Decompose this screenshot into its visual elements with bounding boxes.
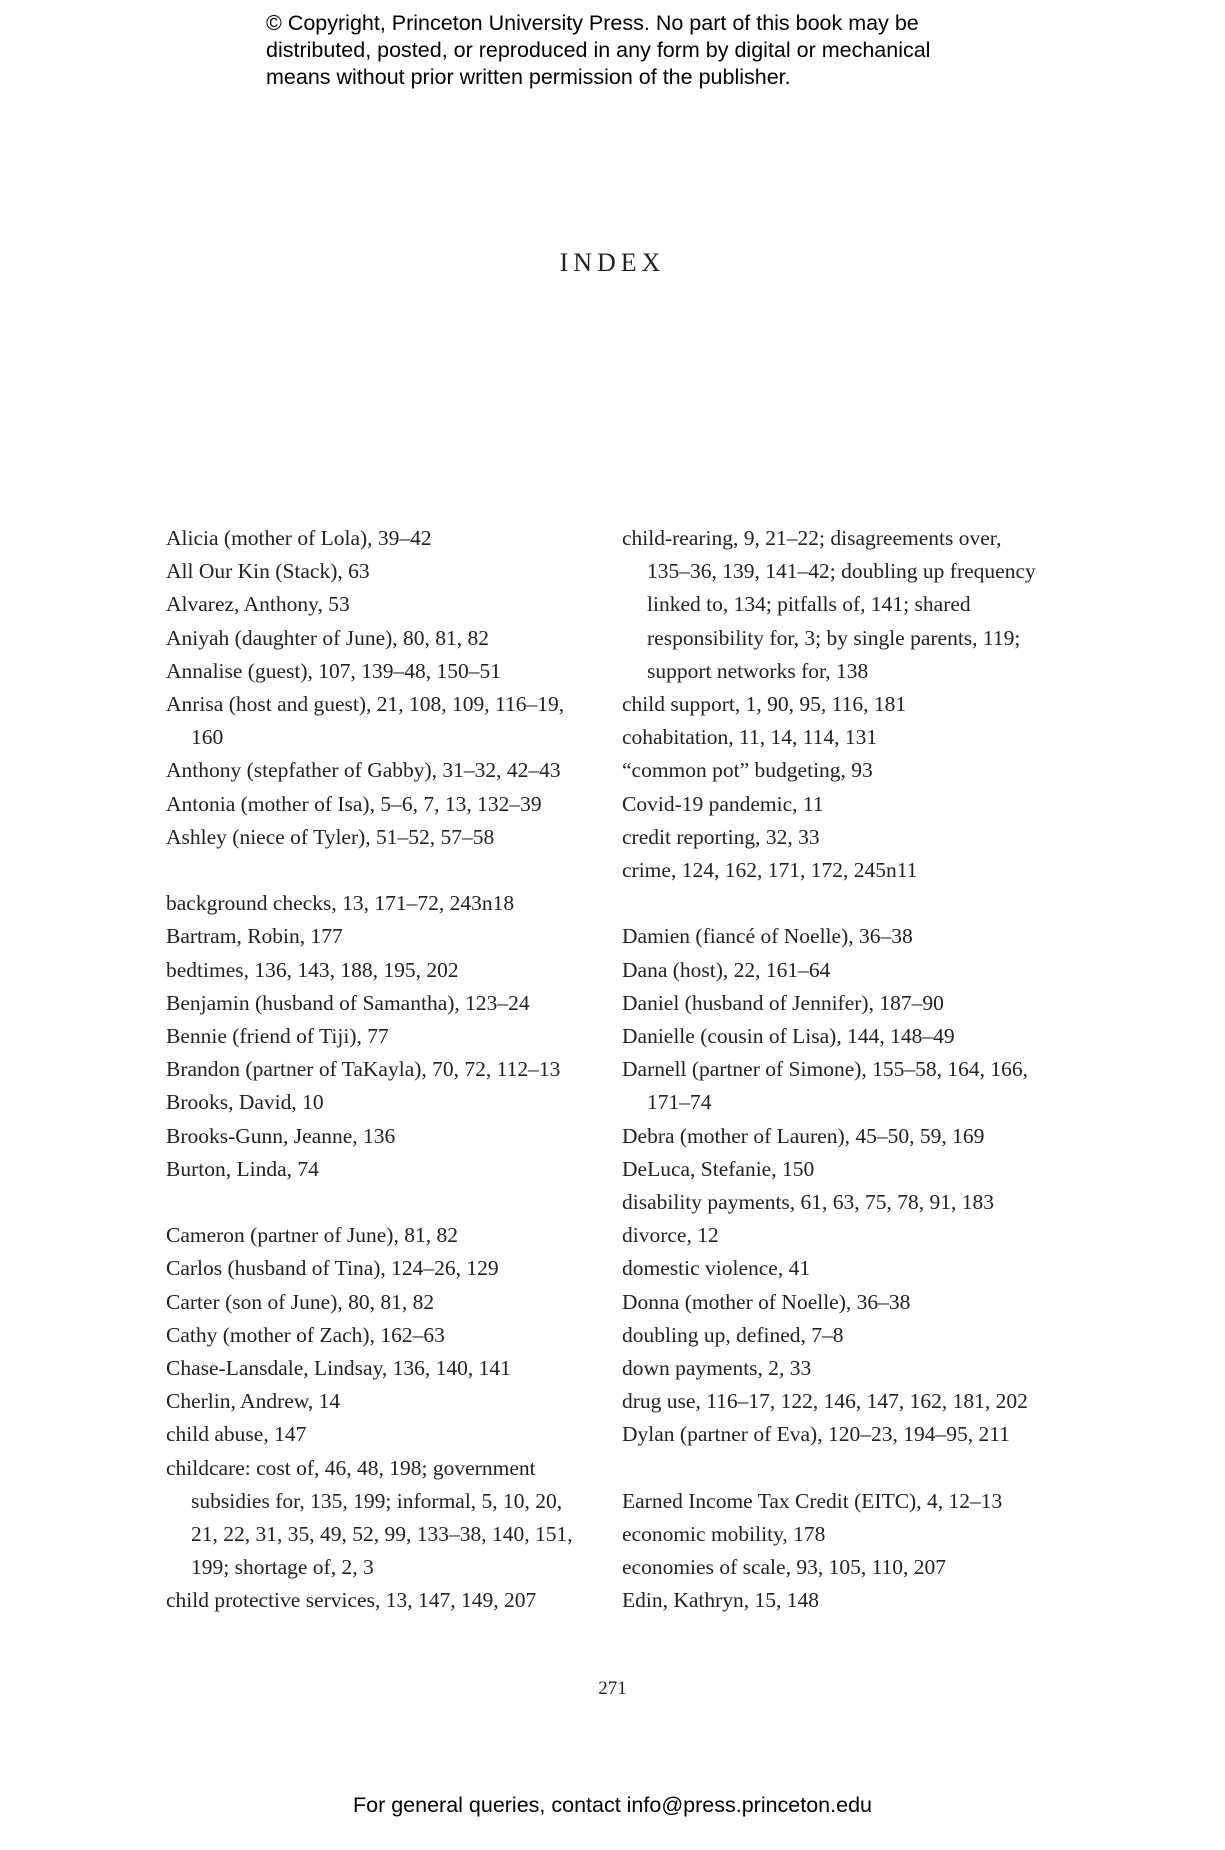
index-entry: Bartram, Robin, 177 [166, 924, 343, 949]
index-entry: Cathy (mother of Zach), 162–63 [166, 1322, 445, 1347]
index-entry: Earned Income Tax Credit (EITC), 4, 12–13 [622, 1488, 1003, 1513]
index-entry: All Our Kin (Stack), 63 [166, 559, 370, 584]
index-entry: “common pot” budgeting, 93 [622, 758, 873, 783]
index-entry: down payments, 2, 33 [622, 1356, 812, 1381]
index-entry: Bennie (friend of Tiji), 77 [166, 1024, 389, 1049]
index-entry: credit reporting, 32, 33 [622, 824, 820, 849]
index-entry: Antonia (mother of Isa), 5–6, 7, 13, 132–39 [166, 791, 542, 816]
index-entry: Carlos (husband of Tina), 124–26, 129 [166, 1256, 499, 1281]
index-entry: child support, 1, 90, 95, 116, 181 [622, 692, 907, 717]
index-entry: Alvarez, Anthony, 53 [166, 592, 350, 617]
index-entry: economic mobility, 178 [622, 1522, 826, 1547]
page-number: 271 [598, 1678, 627, 1699]
letter-group-gap [166, 854, 586, 887]
index-entry: domestic violence, 41 [622, 1256, 811, 1281]
footer-contact: For general queries, contact info@press.princeton.edu [352, 1793, 872, 1817]
index-entry: Brooks, David, 10 [166, 1090, 324, 1115]
index-entry: Damien (fiancé of Noelle), 36–38 [622, 924, 913, 949]
index-entry: Edin, Kathryn, 15, 148 [622, 1588, 820, 1613]
index-entry: DeLuca, Stefanie, 150 [622, 1156, 815, 1181]
letter-group-gap [166, 1186, 586, 1219]
index-entry: Daniel (husband of Jennifer), 187–90 [622, 990, 944, 1015]
index-entry: Annalise (guest), 107, 139–48, 150–51 [166, 658, 502, 683]
index-entry: child-rearing, 9, 21–22; disagreements over, 135–36, 139, 141–42; doubling up frequency linked to, 134; pitfalls of, 141; shared responsibility for, 3; by single parents, 119; support networks for, 138 [622, 526, 1036, 683]
index-entry: Darnell (partner of Simone), 155–58, 164, 166, 171–74 [622, 1057, 1029, 1115]
index-entry: Brooks-Gunn, Jeanne, 136 [166, 1123, 396, 1148]
index-entry: Cherlin, Andrew, 14 [166, 1389, 341, 1414]
index-entry: bedtimes, 136, 143, 188, 195, 202 [166, 957, 459, 982]
index-entry: childcare: cost of, 46, 48, 198; government subsidies for, 135, 199; informal, 5, 10, 20, 21, 22, 31, 35, 49, 52, 99, 133–38, 140, 151, 199; shortage of, 2, 3 [166, 1455, 573, 1580]
index-entry: Debra (mother of Lauren), 45–50, 59, 169 [622, 1123, 985, 1148]
index-entry: Benjamin (husband of Samantha), 123–24 [166, 990, 530, 1015]
index-entry: child abuse, 147 [166, 1422, 307, 1447]
index-entry: background checks, 13, 171–72, 243n18 [166, 891, 515, 916]
index-entry: drug use, 116–17, 122, 146, 147, 162, 181, 202 [622, 1389, 1028, 1414]
copyright-line-1: © Copyright, Princeton University Press. No part of this book may be [266, 11, 919, 35]
index-entry: crime, 124, 162, 171, 172, 245n11 [622, 858, 918, 883]
index-entry: divorce, 12 [622, 1223, 719, 1248]
index-entry: Donna (mother of Noelle), 36–38 [622, 1289, 911, 1314]
index-column-left [166, 522, 586, 1618]
index-entry: Dylan (partner of Eva), 120–23, 194–95, 211 [622, 1422, 1010, 1447]
index-entry: Brandon (partner of TaKayla), 70, 72, 112–13 [166, 1057, 561, 1082]
copyright-line-2: distributed, posted, or reproduced in any form by digital or mechanical [266, 38, 931, 62]
index-entry: Anthony (stepfather of Gabby), 31–32, 42–43 [166, 758, 561, 783]
index-entry: Alicia (mother of Lola), 39–42 [166, 526, 432, 550]
index-entry: Carter (son of June), 80, 81, 82 [166, 1289, 435, 1314]
index-entry: doubling up, defined, 7–8 [622, 1322, 844, 1347]
index-entry: Chase-Lansdale, Lindsay, 136, 140, 141 [166, 1356, 511, 1381]
page-title: INDEX [559, 248, 666, 277]
index-entry: cohabitation, 11, 14, 114, 131 [622, 725, 878, 750]
index-entry: Burton, Linda, 74 [166, 1156, 319, 1181]
copyright-notice [266, 10, 986, 91]
index-column-right [622, 522, 1042, 1618]
index-entry: Dana (host), 22, 161–64 [622, 957, 831, 982]
index-entry: child protective services, 13, 147, 149, 207 [166, 1588, 537, 1613]
index-entry: Anrisa (host and guest), 21, 108, 109, 116–19, 160 [166, 692, 565, 750]
index-entry: Ashley (niece of Tyler), 51–52, 57–58 [166, 824, 495, 849]
index-entry: Aniyah (daughter of June), 80, 81, 82 [166, 625, 490, 650]
index-entry: Covid-19 pandemic, 11 [622, 791, 824, 816]
letter-group-gap [622, 1452, 1042, 1485]
letter-group-gap [622, 887, 1042, 920]
index-entry: economies of scale, 93, 105, 110, 207 [622, 1555, 947, 1580]
index-entry: disability payments, 61, 63, 75, 78, 91, 183 [622, 1190, 995, 1215]
index-entry: Cameron (partner of June), 81, 82 [166, 1223, 458, 1248]
index-entry: Danielle (cousin of Lisa), 144, 148–49 [622, 1024, 955, 1049]
copyright-line-3: means without prior written permission of the publisher. [266, 65, 791, 89]
